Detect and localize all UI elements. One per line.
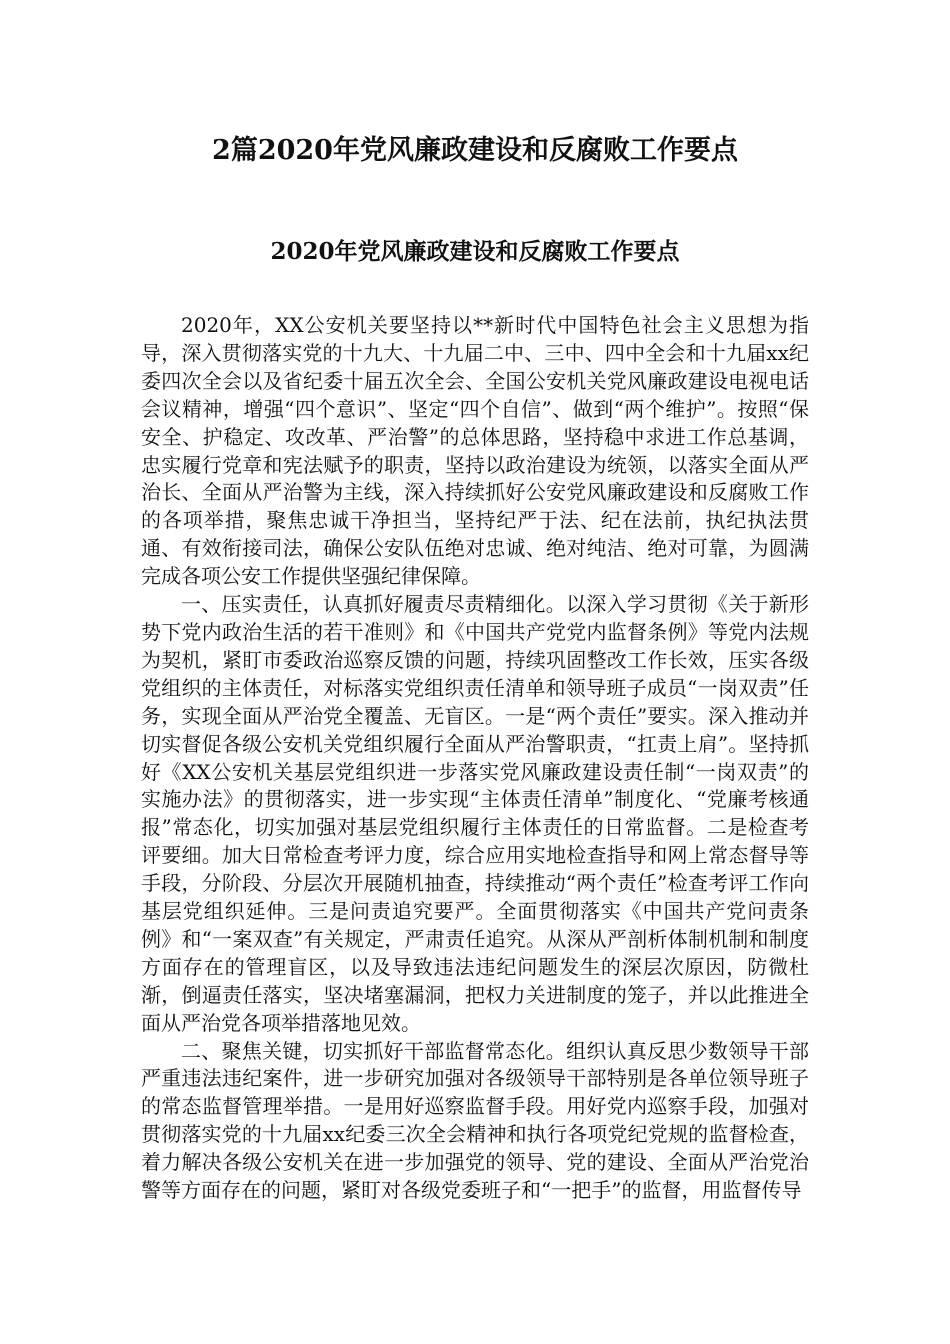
document-subtitle: 2020年党风廉政建设和反腐败工作要点 [270,238,680,265]
document-title: 2篇2020年党风廉政建设和反腐败工作要点 [212,135,738,166]
paragraph-section-1: 一、压实责任，认真抓好履责尽责精细化。以深入学习贯彻《关于新形势下党内政治生活的若干准则》和《中国共产党党内监督条例》等党内法规为契机，紧盯市委政治巡察反馈的问题，持续巩固整改工作长效，压实各级党组织的主体责任，对标落实党组织责任清单和领导班子成员“一岗双责”任务，实现全面从严治党全覆盖、无盲区。一是“两个责任”要实。深入推动并切实督促各级公安机关党组织履行全面从严治警职责，“扛责上肩”。坚持抓好《XX公安机关基层党组织进一步落实党风廉政建设责任制“一岗双责”的实施办法》的贯彻落实，进一步实现“主体责任清单”制度化、“党廉考核通报”常态化，切实加强对基层党组织履行主体责任的日常监督。二是检查考评要细。加大日常检查考评力度，综合应用实地检查指导和网上常态督导等手段，分阶段、分层次开展随机抽查，持续推动“两个责任”检查考评工作向基层党组织延伸。三是问责追究要严。全面贯彻落实《中国共产党问责条例》和“一案双查”有关规定，严肃责任追究。从深从严剖析体制机制和制度方面存在的管理盲区，以及导致违法违纪问题发生的深层次原因，防微杜渐，倒逼责任落实，坚决堵塞漏洞，把权力关进制度的笼子，并以此推进全面从严治党各项举措落地见效。 [141,592,809,1035]
document-body [141,312,809,1205]
paragraph-intro: 2020年，XX公安机关要坚持以**新时代中国特色社会主义思想为指导，深入贯彻落实党的十九大、十九届二中、三中、四中全会和十九届xx纪委四次全会以及省纪委十届五次全会、全国公安机关党风廉政建设电视电话会议精神，增强“四个意识”、坚定“四个自信”、做到“两个维护”。按照“保安全、护稳定、攻改革、严治警”的总体思路，坚持稳中求进工作总基调，忠实履行党章和宪法赋予的职责，坚持以政治建设为统领，以落实全面从严治长、全面从严治警为主线，深入持续抓好公安党风廉政建设和反腐败工作的各项举措，聚焦忠诚干净担当，坚持纪严于法、纪在法前，执纪执法贯通、有效衔接司法，确保公安队伍绝对忠诚、绝对纯洁、绝对可靠，为圆满完成各项公安工作提供坚强纪律保障。 [141,313,809,589]
paragraph-section-2: 二、聚焦关键，切实抓好干部监督常态化。组织认真反思少数领导干部严重违法违纪案件，进一步研究加强对各级领导干部特别是各单位领导班子的常态监督管理举措。一是用好巡察监督手段。用好党内巡察手段，加强对贯彻落实党的十九届xx纪委三次全会精神和执行各项党纪党规的监督检查，着力解决各级公安机关在进一步加强党的领导、党的建设、全面从严治党治警等方面存在的问题，紧盯对各级党委班子和“一把手”的监督，用监督传导 [141,1038,809,1203]
